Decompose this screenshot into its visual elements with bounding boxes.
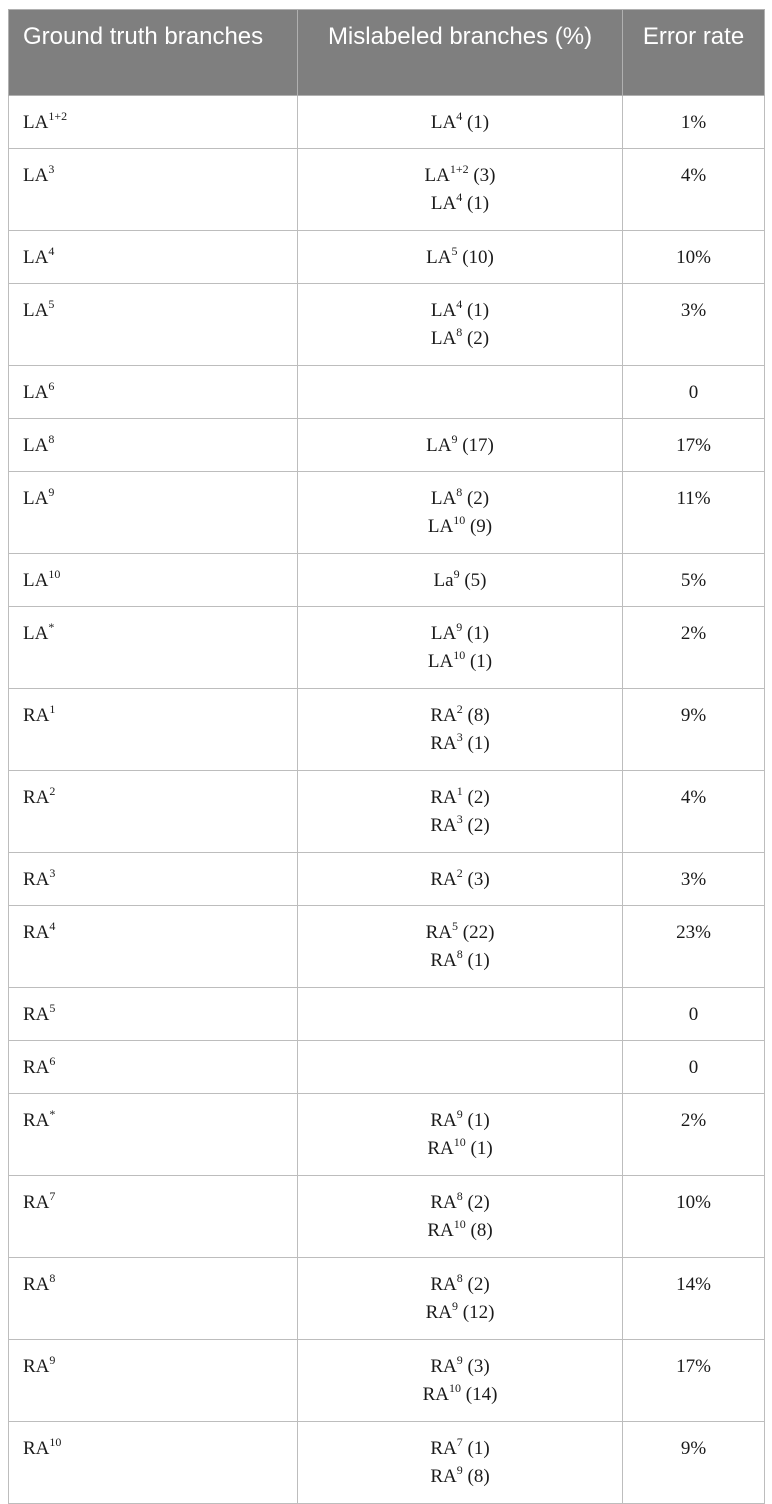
mislabeled-entry: [312, 432, 608, 460]
mislabeled-cell: [298, 284, 623, 366]
error-rate-cell: 2%: [623, 607, 765, 689]
table-row: [9, 1094, 765, 1176]
table-row: [9, 689, 765, 771]
mislabeled-cell: [298, 419, 623, 472]
mislabeled-branch: LA: [424, 165, 450, 186]
table-header: [9, 10, 765, 96]
mislabeled-segment: 10: [453, 1216, 466, 1231]
mislabeled-cell: [298, 554, 623, 607]
mislabeled-count: (22): [462, 922, 495, 943]
mislabeled-segment: 4: [456, 189, 463, 204]
branch-segment: 9: [49, 1352, 56, 1367]
mislabeled-cell: [298, 607, 623, 689]
mislabeled-cell: [298, 1422, 623, 1504]
mislabeled-cell: [298, 689, 623, 771]
error-rate-cell: 9%: [623, 1422, 765, 1504]
mislabeled-count: (8): [467, 1466, 490, 1487]
mislabeled-entry: [312, 947, 608, 975]
error-rate-cell: 4%: [623, 771, 765, 853]
error-rate-cell: 10%: [623, 231, 765, 284]
branch-name: RA: [23, 1057, 50, 1078]
mislabeled-count: (1): [466, 300, 490, 321]
mislabeled-cell: [298, 472, 623, 554]
table-row: [9, 853, 765, 906]
mislabeled-segment: 2: [456, 701, 463, 716]
mislabeled-branch: RA: [430, 787, 457, 808]
table-row: [9, 149, 765, 231]
mislabeled-branch: LA: [430, 193, 457, 214]
ground-truth-cell: [9, 472, 298, 554]
branch-segment: 10: [49, 1434, 62, 1449]
branch-name: LA: [23, 165, 49, 186]
table-row: [9, 554, 765, 607]
branch-segment: *: [48, 619, 55, 634]
mislabeled-branch: RA: [430, 733, 457, 754]
branch-name: LA: [23, 570, 49, 591]
mislabeled-entry: [312, 812, 608, 840]
branch-segment: 1: [49, 701, 56, 716]
mislabeled-entry: [312, 190, 608, 218]
ground-truth-cell: [9, 554, 298, 607]
table-row: [9, 1422, 765, 1504]
mislabeled-entry: [312, 1217, 608, 1245]
mislabeled-branch: LA: [427, 516, 454, 537]
mislabeled-count: (2): [467, 1192, 490, 1213]
mislabeled-entry: [312, 866, 608, 894]
header-error-rate: Error rate: [623, 10, 765, 96]
mislabeled-segment: 9: [456, 619, 463, 634]
table-row: [9, 231, 765, 284]
branch-segment: 1+2: [48, 108, 68, 123]
error-rate-cell: 11%: [623, 472, 765, 554]
mislabeled-entry: [312, 784, 608, 812]
mislabeled-count: (14): [465, 1384, 498, 1405]
branch-segment: 9: [48, 484, 55, 499]
mislabeled-entry: [312, 919, 608, 947]
branch-name: RA: [23, 1274, 50, 1295]
mislabeled-segment: 8: [456, 1270, 463, 1285]
error-rate-cell: 1%: [623, 96, 765, 149]
ground-truth-cell: [9, 1340, 298, 1422]
mislabeled-branch: LA: [430, 300, 457, 321]
branch-name: RA: [23, 1192, 50, 1213]
branch-name: LA: [23, 488, 49, 509]
ground-truth-cell: [9, 988, 298, 1041]
branch-segment: 6: [49, 1053, 56, 1068]
mislabeled-cell: [298, 1176, 623, 1258]
mislabeled-cell: [298, 771, 623, 853]
mislabeled-count: (2): [467, 1274, 490, 1295]
mislabeled-count: (10): [462, 247, 494, 268]
ground-truth-cell: [9, 1422, 298, 1504]
branch-segment: *: [49, 1106, 56, 1121]
mislabeled-branch: La: [433, 570, 454, 591]
mislabeled-segment: 10: [453, 1134, 466, 1149]
branch-segment: 8: [49, 1270, 56, 1285]
table-row: [9, 906, 765, 988]
ground-truth-cell: [9, 771, 298, 853]
mislabeled-branch: RA: [427, 1138, 454, 1159]
error-rate-cell: 10%: [623, 1176, 765, 1258]
ground-truth-cell: [9, 366, 298, 419]
mislabeled-count: (1): [467, 1438, 490, 1459]
branch-name: RA: [23, 922, 50, 943]
mislabeled-count: (3): [473, 165, 496, 186]
mislabeled-segment: 5: [451, 243, 458, 258]
mislabeled-entry: [312, 1271, 608, 1299]
table-row: [9, 607, 765, 689]
ground-truth-cell: [9, 149, 298, 231]
mislabeled-branch: LA: [426, 435, 452, 456]
mislabeled-branch: RA: [427, 1220, 454, 1241]
mislabeled-branch: RA: [430, 1110, 457, 1131]
table-row: [9, 472, 765, 554]
mislabeled-entry: [312, 297, 608, 325]
mislabeled-cell: [298, 906, 623, 988]
mislabeled-entry: [312, 620, 608, 648]
mislabeled-entry: [312, 1463, 608, 1491]
header-ground-truth: Ground truth branches: [9, 10, 298, 96]
mislabeled-segment: 10: [453, 647, 466, 662]
branch-segment: 10: [48, 566, 61, 581]
mislabeled-cell: [298, 366, 623, 419]
branch-name: RA: [23, 787, 50, 808]
mislabeled-count: (2): [467, 815, 490, 836]
mislabeled-count: (3): [467, 1356, 490, 1377]
mislabeled-segment: 2: [456, 865, 463, 880]
ground-truth-cell: [9, 1041, 298, 1094]
error-rate-cell: 14%: [623, 1258, 765, 1340]
mislabeled-count: (2): [466, 328, 490, 349]
mislabeled-count: (1): [467, 950, 490, 971]
mislabeled-segment: 10: [453, 512, 466, 527]
ground-truth-cell: [9, 419, 298, 472]
mislabeled-entry: [312, 1135, 608, 1163]
mislabeled-entry: [312, 1435, 608, 1463]
mislabeled-segment: 8: [456, 324, 463, 339]
error-rate-cell: 3%: [623, 284, 765, 366]
mislabeled-cell: [298, 853, 623, 906]
branch-name: RA: [23, 1438, 50, 1459]
branch-name: LA: [23, 382, 49, 403]
mislabeled-entry: [312, 1381, 608, 1409]
mislabeled-branch: LA: [430, 623, 457, 644]
ground-truth-cell: [9, 1094, 298, 1176]
table-body: [9, 96, 765, 1504]
error-rate-cell: 23%: [623, 906, 765, 988]
branch-error-table: [8, 9, 765, 1504]
mislabeled-branch: RA: [430, 1274, 457, 1295]
table-row: [9, 1176, 765, 1258]
mislabeled-entry: [312, 325, 608, 353]
error-rate-cell: 0: [623, 1041, 765, 1094]
ground-truth-cell: [9, 1176, 298, 1258]
mislabeled-count: (1): [470, 1138, 493, 1159]
mislabeled-entry: [312, 702, 608, 730]
mislabeled-entry: [312, 730, 608, 758]
mislabeled-cell: [298, 988, 623, 1041]
mislabeled-cell: [298, 1258, 623, 1340]
branch-segment: 5: [48, 296, 55, 311]
header-row: [9, 10, 765, 96]
mislabeled-branch: LA: [427, 651, 454, 672]
mislabeled-entry: [312, 648, 608, 676]
table-row: [9, 96, 765, 149]
branch-name: LA: [23, 435, 49, 456]
mislabeled-segment: 9: [452, 1298, 458, 1313]
mislabeled-branch: RA: [430, 1466, 457, 1487]
branch-name: RA: [23, 1004, 50, 1025]
mislabeled-branch: RA: [430, 705, 457, 726]
mislabeled-branch: RA: [430, 1438, 457, 1459]
mislabeled-branch: LA: [430, 488, 457, 509]
mislabeled-segment: 3: [456, 811, 463, 826]
mislabeled-segment: 5: [452, 918, 458, 933]
mislabeled-count: (1): [467, 733, 490, 754]
ground-truth-cell: [9, 1258, 298, 1340]
mislabeled-branch: LA: [426, 247, 452, 268]
branch-name: LA: [23, 300, 49, 321]
mislabeled-cell: [298, 149, 623, 231]
mislabeled-branch: RA: [430, 869, 457, 890]
table-row: [9, 1340, 765, 1422]
branch-segment: 8: [48, 431, 55, 446]
ground-truth-cell: [9, 853, 298, 906]
mislabeled-branch: LA: [430, 112, 457, 133]
mislabeled-segment: 9: [453, 566, 460, 581]
mislabeled-count: (2): [467, 787, 490, 808]
mislabeled-count: (5): [464, 570, 487, 591]
mislabeled-branch: RA: [430, 950, 457, 971]
error-rate-cell: 3%: [623, 853, 765, 906]
branch-name: RA: [23, 1356, 50, 1377]
branch-segment: 3: [49, 865, 56, 880]
mislabeled-entry: [312, 109, 608, 137]
branch-segment: 2: [49, 783, 56, 798]
error-rate-cell: 9%: [623, 689, 765, 771]
branch-segment: 6: [48, 378, 55, 393]
ground-truth-cell: [9, 906, 298, 988]
mislabeled-entry: [312, 1107, 608, 1135]
mislabeled-entry: [312, 1353, 608, 1381]
mislabeled-branch: RA: [430, 815, 457, 836]
branch-segment: 4: [49, 918, 56, 933]
branch-segment: 3: [48, 161, 55, 176]
table-row: [9, 1258, 765, 1340]
table-row: [9, 366, 765, 419]
mislabeled-segment: 10: [449, 1380, 461, 1395]
mislabeled-count: (12): [462, 1302, 495, 1323]
table-row: [9, 284, 765, 366]
mislabeled-count: (9): [469, 516, 493, 537]
branch-name: RA: [23, 869, 50, 890]
mislabeled-branch: RA: [425, 1302, 452, 1323]
mislabeled-cell: [298, 1041, 623, 1094]
ground-truth-cell: [9, 607, 298, 689]
mislabeled-branch: RA: [425, 922, 452, 943]
branch-name: LA: [23, 623, 49, 644]
table-row: [9, 771, 765, 853]
mislabeled-count: (1): [466, 193, 490, 214]
mislabeled-entry: [312, 1299, 608, 1327]
mislabeled-segment: 8: [456, 946, 463, 961]
branch-segment: 4: [48, 243, 55, 258]
mislabeled-count: (8): [470, 1220, 493, 1241]
error-rate-cell: 17%: [623, 419, 765, 472]
mislabeled-cell: [298, 96, 623, 149]
mislabeled-entry: [312, 485, 608, 513]
table-row: [9, 988, 765, 1041]
error-rate-cell: 17%: [623, 1340, 765, 1422]
mislabeled-segment: 7: [456, 1434, 463, 1449]
ground-truth-cell: [9, 231, 298, 284]
mislabeled-count: (17): [462, 435, 494, 456]
branch-name: RA: [23, 1110, 50, 1131]
mislabeled-segment: 1+2: [449, 161, 469, 176]
mislabeled-segment: 9: [451, 431, 458, 446]
mislabeled-count: (1): [467, 1110, 490, 1131]
mislabeled-segment: 9: [456, 1106, 463, 1121]
error-rate-cell: 5%: [623, 554, 765, 607]
mislabeled-entry: [312, 567, 608, 595]
mislabeled-branch: RA: [422, 1384, 449, 1405]
mislabeled-entry: [312, 244, 608, 272]
mislabeled-segment: 1: [456, 783, 463, 798]
mislabeled-segment: 8: [456, 1188, 463, 1203]
mislabeled-segment: 4: [456, 296, 463, 311]
mislabeled-segment: 3: [456, 729, 463, 744]
ground-truth-cell: [9, 284, 298, 366]
header-mislabeled: Mislabeled branches (%): [298, 10, 623, 96]
error-rate-cell: 4%: [623, 149, 765, 231]
mislabeled-entry: [312, 513, 608, 541]
mislabeled-count: (1): [466, 112, 490, 133]
mislabeled-count: (1): [469, 651, 493, 672]
ground-truth-cell: [9, 96, 298, 149]
branch-name: LA: [23, 112, 49, 133]
ground-truth-cell: [9, 689, 298, 771]
table-row: [9, 419, 765, 472]
mislabeled-segment: 8: [456, 484, 463, 499]
mislabeled-branch: RA: [430, 1356, 457, 1377]
branch-name: LA: [23, 247, 49, 268]
mislabeled-count: (2): [466, 488, 490, 509]
mislabeled-branch: LA: [430, 328, 457, 349]
mislabeled-cell: [298, 1340, 623, 1422]
branch-segment: 5: [49, 1000, 56, 1015]
mislabeled-entry: [312, 1189, 608, 1217]
branch-segment: 7: [49, 1188, 56, 1203]
mislabeled-cell: [298, 231, 623, 284]
mislabeled-count: (1): [466, 623, 490, 644]
error-rate-cell: 0: [623, 366, 765, 419]
mislabeled-count: (3): [467, 869, 490, 890]
mislabeled-branch: RA: [430, 1192, 457, 1213]
mislabeled-segment: 9: [456, 1462, 463, 1477]
mislabeled-segment: 4: [456, 108, 463, 123]
mislabeled-segment: 9: [456, 1352, 463, 1367]
mislabeled-count: (8): [467, 705, 490, 726]
branch-name: RA: [23, 705, 50, 726]
mislabeled-entry: [312, 162, 608, 190]
mislabeled-cell: [298, 1094, 623, 1176]
error-rate-cell: 2%: [623, 1094, 765, 1176]
error-rate-cell: 0: [623, 988, 765, 1041]
table-row: [9, 1041, 765, 1094]
